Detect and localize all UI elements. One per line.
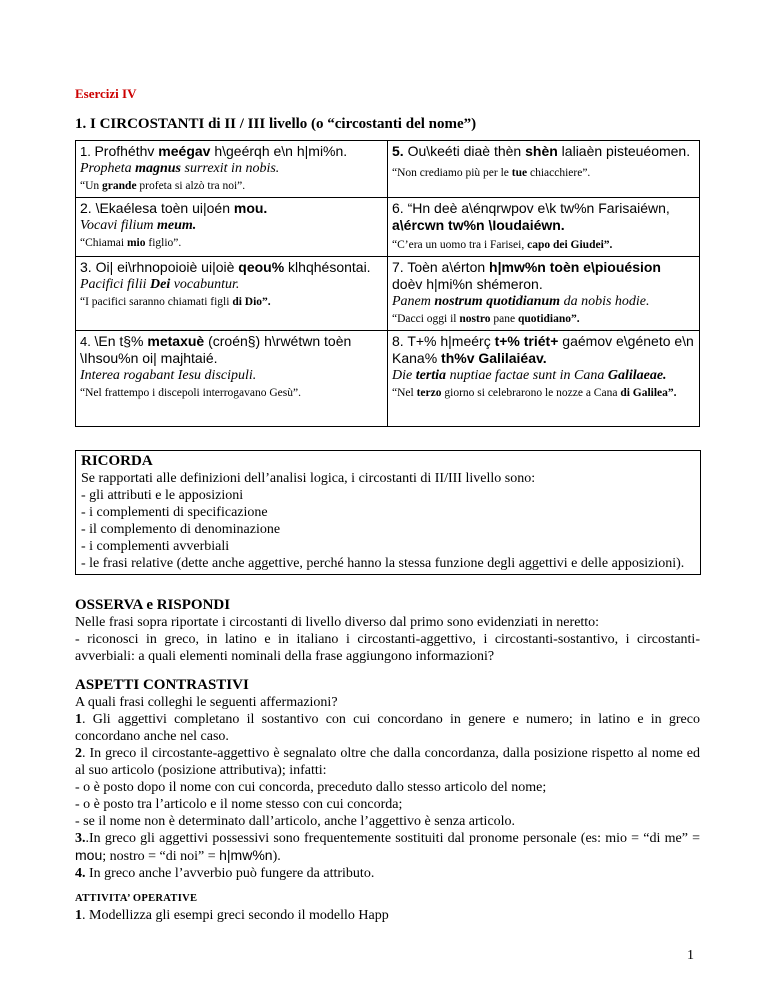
example-cell-5 bbox=[388, 141, 700, 198]
osserva-section bbox=[75, 597, 700, 665]
italian-translation: “I pacifici saranno chiamati figli di Dio”. bbox=[80, 296, 271, 308]
table-row bbox=[76, 257, 700, 331]
latin-sentence: Propheta magnus surrexit in nobis. bbox=[80, 161, 280, 176]
exercise-title: Esercizi IV bbox=[75, 86, 137, 101]
aspetti-point-1: 1. Gli aggettivi completano il sostantivo con cui concordano in genere e numero; in latino e in greco concordano anche nel caso. bbox=[75, 712, 700, 744]
greek-sentence: 2. \Ekaélesa toèn ui|oén mou. bbox=[80, 200, 268, 216]
example-cell-2 bbox=[76, 198, 388, 257]
example-cell-4 bbox=[76, 331, 388, 427]
italian-translation: “Nel frattempo i discepoli interrogavano Gesù”. bbox=[80, 387, 301, 399]
list-item: - o è posto dopo il nome con cui concorda, preceduto dallo stesso articolo del nome; bbox=[75, 780, 547, 795]
page-number: 1 bbox=[687, 948, 694, 963]
example-cell-7 bbox=[388, 257, 700, 331]
list-item: - gli attributi e le apposizioni bbox=[81, 488, 244, 503]
italian-translation: “Chiamai mio figlio”. bbox=[80, 237, 182, 249]
aspetti-point-3: 3..In greco gli aggettivi possessivi sono frequentemente sostituiti dal pronome personale (es: mio = “di me” = mou; nostro = “di noi” = h|mw%n). bbox=[75, 831, 700, 864]
greek-sentence: 6. “Hn deè a\énqrwpov e\k tw%n Farisaiéwn, a\ércwn tw%n \Ioudaiéwn. bbox=[392, 200, 670, 233]
latin-sentence: Interea rogabant Iesu discipuli. bbox=[80, 368, 257, 383]
latin-sentence: Pacifici filii Dei vocabuntur. bbox=[80, 277, 240, 292]
aspetti-title: ASPETTI CONTRASTIVI bbox=[75, 677, 249, 693]
osserva-line: Nelle frasi sopra riportate i circostanti di livello diverso dal primo sono evidenziati in neretto: bbox=[75, 615, 600, 630]
list-item: - i complementi di specificazione bbox=[81, 505, 268, 520]
section-heading: 1. I CIRCOSTANTI di II / III livello (o “circostanti del nome”) bbox=[75, 116, 477, 132]
aspetti-question: A quali frasi colleghi le seguenti affermazioni? bbox=[75, 695, 338, 710]
example-cell-1 bbox=[76, 141, 388, 198]
italian-translation: “Dacci oggi il nostro pane quotidiano”. bbox=[392, 313, 580, 325]
italian-translation: “Un grande profeta si alzò tra noi”. bbox=[80, 180, 246, 192]
attivita-item: 1. Modellizza gli esempi greci secondo il modello Happ bbox=[75, 908, 389, 923]
list-item: - le frasi relative (dette anche aggettive, perché hanno la stessa funzione degli aggettivi e delle apposizioni). bbox=[81, 556, 685, 571]
ricorda-box bbox=[75, 450, 701, 575]
greek-sentence: 4. \En t§% metaxuè (croén§) h\rwétwn toèn \Ihsou%n oi| majhtaié. bbox=[80, 333, 352, 366]
example-cell-3 bbox=[76, 257, 388, 331]
greek-sentence: 7. Toèn a\érton h|mw%n toèn e\piouésion doèv h|mi%n shémeron. bbox=[392, 259, 661, 292]
aspetti-section bbox=[75, 677, 700, 882]
latin-sentence: Panem nostrum quotidianum da nobis hodie. bbox=[392, 294, 650, 309]
greek-sentence: 3. Oi| ei\rhnopoioiè ui|oiè qeou% klhqhésontai. bbox=[80, 259, 371, 275]
italian-translation: “C’era un uomo tra i Farisei, capo dei Giudei”. bbox=[392, 239, 613, 251]
list-item: - i complementi avverbiali bbox=[81, 539, 230, 554]
table-row bbox=[76, 198, 700, 257]
italian-translation: “Nel terzo giorno si celebrarono le nozze a Cana di Galilea”. bbox=[392, 387, 677, 399]
table-row bbox=[76, 141, 700, 198]
example-cell-6 bbox=[388, 198, 700, 257]
ricorda-intro: Se rapportati alle definizioni dell’analisi logica, i circostanti di II/III livello sono: bbox=[81, 471, 536, 486]
italian-translation: “Non crediamo più per le tue chiacchiere”. bbox=[392, 167, 591, 179]
attivita-title: ATTIVITA’ OPERATIVE bbox=[75, 893, 198, 904]
list-item: - o è posto tra l’articolo e il nome stesso con cui concorda; bbox=[75, 797, 403, 812]
aspetti-point-2: 2. In greco il circostante-aggettivo è segnalato oltre che dalla concordanza, dalla posizione rispetto al nome ed al suo articolo (posizione attributiva); infatti: bbox=[75, 746, 700, 778]
latin-sentence: Vocavi filium meum. bbox=[80, 218, 197, 233]
example-cell-8 bbox=[388, 331, 700, 427]
aspetti-point-4: 4. In greco anche l’avverbio può fungere da attributo. bbox=[75, 866, 375, 881]
osserva-question: - riconosci in greco, in latino e in italiano i circostanti-aggettivo, i circostanti-sostantivo, i circostanti-avverbiali: a quali elementi nominali della frase aggiungono informazioni? bbox=[75, 632, 700, 664]
list-item: - se il nome non è determinato dall’articolo, anche l’aggettivo è senza articolo. bbox=[75, 814, 516, 829]
examples-table bbox=[75, 140, 700, 427]
list-item: - il complemento di denominazione bbox=[81, 522, 281, 537]
attivita-section bbox=[75, 890, 700, 924]
latin-sentence: Die tertia nuptiae factae sunt in Cana Galilaeae. bbox=[392, 368, 667, 383]
ricorda-title: RICORDA bbox=[81, 453, 153, 469]
greek-sentence: 1. Profhéthv meégav h\geérqh e\n h|mi%n. bbox=[80, 143, 348, 159]
greek-sentence: 8. T+% h|meérç t+% triét+ gaémov e\géneto e\n Kana% th%v Galilaiéav. bbox=[392, 333, 694, 366]
greek-sentence: 5. Ou\keéti diaè thèn shèn laliaèn pisteuéomen. bbox=[392, 143, 691, 159]
table-row bbox=[76, 331, 700, 427]
osserva-title: OSSERVA e RISPONDI bbox=[75, 597, 231, 613]
